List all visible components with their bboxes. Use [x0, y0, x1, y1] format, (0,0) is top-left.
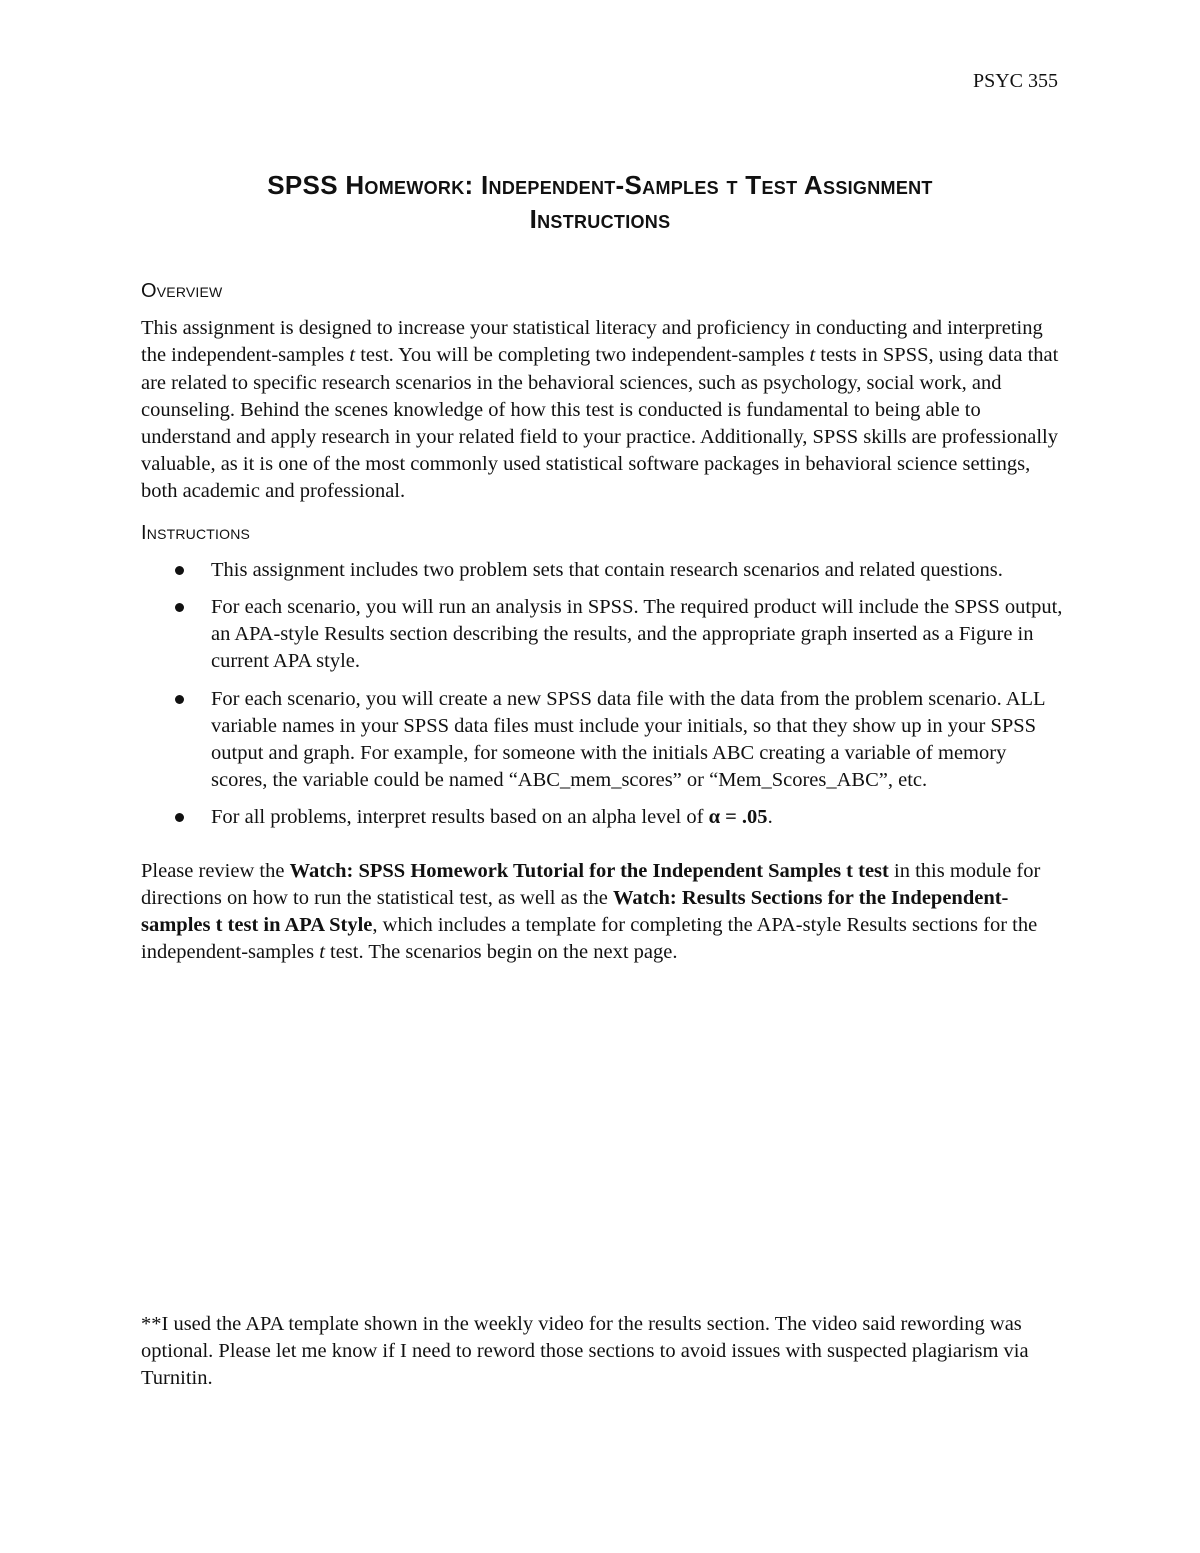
review-text-d: test. The scenarios begin on the next page. — [324, 941, 678, 964]
list-item — [141, 686, 1066, 795]
list-item — [141, 804, 1066, 831]
bullet-icon — [175, 566, 184, 575]
tutorial-link-text: Watch: SPSS Homework Tutorial for the Independent Samples t test — [289, 859, 889, 882]
review-text-b: in this module for directions on how to run the statistical test, as well as the — [141, 859, 1041, 909]
overview-paragraph — [141, 315, 1066, 505]
main-content — [141, 278, 1066, 966]
bullet-icon — [175, 695, 184, 704]
bullet-text: For each scenario, you will run an analysis in SPSS. The required product will include the SPSS output, an APA-style Results section describing the results, and the appropriate graph inserted as a Figure in current APA style. — [211, 596, 1063, 673]
instructions-list — [141, 557, 1066, 832]
bullet-icon — [175, 813, 184, 822]
overview-text-b: test. You will be completing two independent-samples — [355, 344, 810, 367]
list-item — [141, 594, 1066, 676]
student-note: **I used the APA template shown in the weekly video for the results section. The video said rewording was optional. Please let me know if I need to reword those sections to avoid issues with suspected plagiarism via Turnitin. — [141, 1313, 1029, 1390]
overview-text-c: tests in SPSS, using data that are related to specific research scenarios in the behavioral sciences, such as psychology, social work, and counseling. Behind the scenes knowledge of how this test is conducted is fundamental to being able to understand and apply research in your related field to your practice. Additionally, SPSS skills are professionally valuable, as it is one of the most commonly used statistical software packages in behavioral science settings, both academic and professional. — [141, 344, 1059, 503]
review-paragraph — [141, 858, 1066, 967]
results-link-text: Watch: Results Sections for the Independent-samples t test in APA Style — [141, 886, 1009, 937]
instructions-heading: Instructions — [141, 521, 251, 544]
title-line-2: Instructions — [529, 204, 671, 234]
italic-t: t — [319, 941, 325, 964]
review-text-c: , which includes a template for completing the APA-style Results sections for the independent-samples — [141, 914, 1038, 964]
title-line-1: SPSS Homework: Independent-Samples t Test Assignment — [267, 170, 933, 200]
bullet-icon — [175, 603, 184, 612]
italic-t: t — [809, 344, 816, 367]
alpha-level: α = .05 — [708, 806, 768, 829]
document-title — [120, 168, 1080, 236]
list-item — [141, 557, 1066, 584]
overview-heading: Overview — [141, 280, 223, 302]
overview-text-a: This assignment is designed to increase your statistical literacy and proficiency in conducting and interpreting the independent-samples — [141, 317, 1043, 367]
italic-t: t — [349, 344, 356, 367]
course-code: PSYC 355 — [972, 70, 1058, 92]
bullet-end: . — [767, 806, 773, 829]
bullet-text: This assignment includes two problem sets that contain research scenarios and related questions. — [211, 558, 1003, 581]
review-text-a: Please review the — [141, 859, 290, 882]
bullet-text: For each scenario, you will create a new SPSS data file with the data from the problem scenario. ALL variable names in your SPSS data files must include your initials, so that they show up in your SPSS output and graph. For example, for someone with the initials ABC creating a variable of memory scores, the variable could be named “ABC_mem_scores” or “Mem_Scores_ABC”, etc. — [211, 687, 1045, 792]
bullet-text: For all problems, interpret results based on an alpha level of — [211, 806, 709, 829]
